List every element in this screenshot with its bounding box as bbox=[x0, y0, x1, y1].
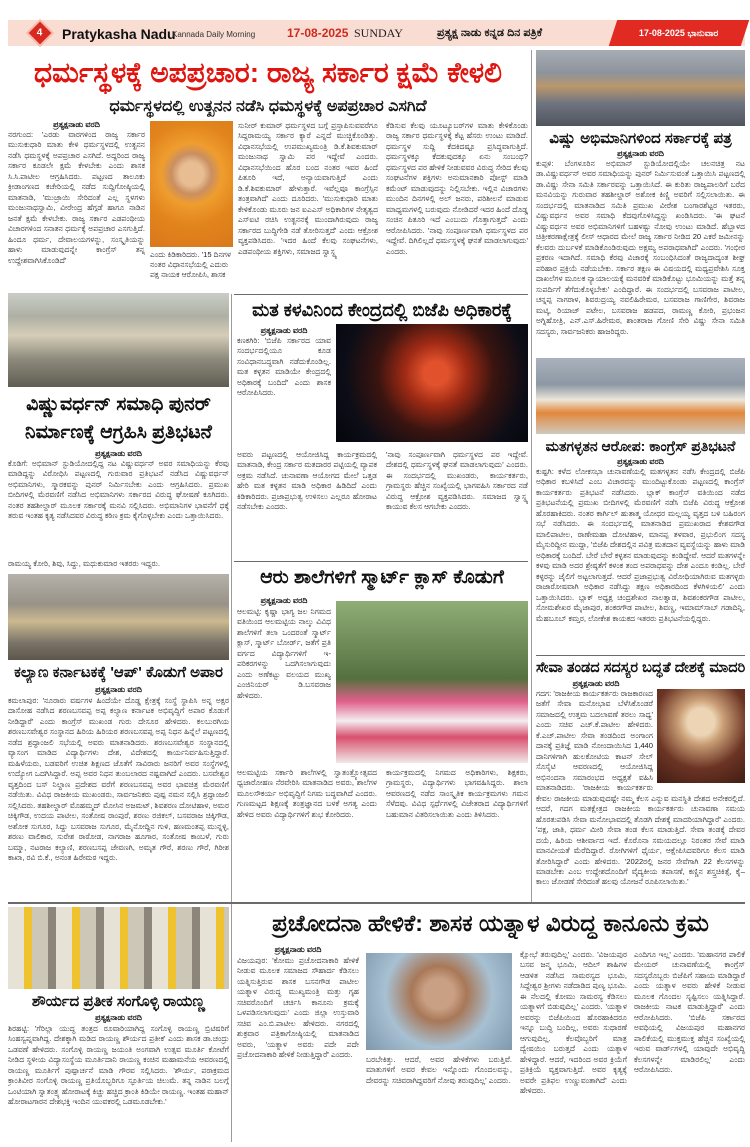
yatnal-body-col2: ಬರಬೇಕಿತ್ತು. ಆದರೆ, ಅವರ ಹೇಳಿಕೆಗಳು ಬರುತ್ತಿವೆ. ಮಾತುಗಳಿಗೆ ಅವರ ಕೇವಲ ಇನ್ನೊಂದು ಗೊಂದಲವನ್ನು, ದೇವರನ್ನು ಸಚಿವರಾಗಿದ್ದವರಿಗೆ ನೋವು ತರುವುದಿಲ್ಲ' ಎಂದರು. bbox=[366, 1055, 512, 1085]
bjp-body-left: ಕಣಕಗಿರಿ: 'ಬಿಜೆಪಿ ಸರ್ಕಾರದ ಯಾವ ಸಂದರ್ಭದಲ್ಲಿಯೂ ಕೂಡ ಸಂವಿಧಾನಬದ್ಧವಾಗಿ ನಡೆದುಕೊಂಡಿಲ್ಲ. ಮತ ಕಳ್ಳತನ ಮಾಡಿಯೇ ಕೇಂದ್ರದಲ್ಲಿ ಅಧಿಕಾರಕ್ಕೆ ಬಂದಿದೆ' ಎಂದು ಶಾಸಕ ಆರೋಪಿಸಿದರು. bbox=[237, 336, 331, 398]
lead-politician-portrait-photo bbox=[150, 121, 233, 247]
yatnal-body-col3: ಕ್ಷೋಭೆ ತರುವುದಿಲ್ಲ' ಎಂದರು. 'ವಿಜಯಪುರ ಬಸವ ಜನ್ಮ ಭೂಮಿ, ಆದಿಲ್ ಶಾಹಿಗಳ ಆಡಳಿತ ನಡೆಸಿದ ಸಾಮರಸ್ಯದ ಭೂಮಿ, ಸಿದ್ದೇಶ್ವರ ಶ್ರೀಗಳು ನಡೆದಾಡಿದ ಪುಣ್ಯ ಭೂಮಿ. ಈ ನೆಲದಲ್ಲಿ ಕೋಮು ಸಾಮರಸ್ಯ ಕೆಡಿಸಲು ಯತ್ನಾಳಗೆ ಬಿಡುವುದಿಲ್ಲ' ಎಂದರು. 'ಯತ್ನಾಳ ಅವರನ್ನು ಬಿಜೆಪಿಯಿಂದ ಹೊರಹಾಕಿದರೂ ಇನ್ನೂ ಬುದ್ಧಿ ಬಂದಿಲ್ಲ, ಅವರು ಸುಧಾರಣೆ ಆಗುವುದಿಲ್ಲ. ಕೆಲವೊಬ್ಬರಿಗೆ ಮಾತ್ರ ದ್ವೇಷಯಿಂ ಬರುತ್ತದೆ ಎಂದು ಯತ್ನಾಳ ಹೇಳಿದ್ದಾರೆ. ಆದರೆ, ಇದರಿಂದ ಅವರ ಕ್ರಿಯೆಗೆ ಪ್ರತಿಕ್ರಿಯೆ ವ್ಯಕ್ತವಾಗುತ್ತಿದೆ. ಅವರ ಕೃತ್ಯಕ್ಕೆ ಅವರೇ ಪ್ರತಿಫಲ ಉಣ್ಣುವಂತಾಗಿದೆ' ಎಂದು ಹೇಳಿದರು. bbox=[520, 950, 627, 1096]
date-ribbon bbox=[609, 20, 749, 46]
bjp-body-a: ಅವರು ಪಟ್ಟಣದಲ್ಲಿ ಆಯೋಜಿಸಿದ್ದ ಕಾರ್ಯಕ್ರಮದಲ್ಲಿ ಮಾತನಾಡಿ, ಕೇಂದ್ರ ಸರ್ಕಾರ ಮತದಾರರ ಪಟ್ಟಿಯಲ್ಲಿ ವ್ಯಾಪಕ ಅಕ್ರಮ ನಡೆಸಿದೆ. ಚುನಾವಣಾ ಆಯೋಗದ ಮೇಲೆ ಒತ್ತಡ ಹೇರಿ ಮತ ಕಳ್ಳತನ ಮಾಡಿ ಅಧಿಕಾರ ಹಿಡಿದಿದೆ ಎಂದು ಕಿಡಿಕಾರಿದರು. ಪ್ರಜಾಪ್ರಭುತ್ವ ಉಳಿಸಲು ಎಲ್ಲರೂ ಹೋರಾಟ ನಡೆಸಬೇಕು ಎಂದರು. bbox=[237, 450, 377, 512]
yatnal-minister-photo bbox=[366, 953, 512, 1050]
congress-body: ಕುಷ್ಟಗಿ: ಕಳೆದ ಲೋಕಸಭಾ ಚುನಾವಣೆಯಲ್ಲಿ ಮತಗಳ್ಳತನ ನಡೆಸಿ ಕೇಂದ್ರದಲ್ಲಿ ಬಿಜೆಪಿ ಅಧಿಕಾರ ಕಬಳಿಸಿದೆ ಎಂಬ ವಿಚಾರವನ್ನು ಮುಂದಿಟ್ಟುಕೊಂಡು ಪಟ್ಟಣದಲ್ಲಿ ಕಾಂಗ್ರೆಸ್ ಕಾರ್ಯಕರ್ತರು ಪ್ರತಿಭಟನೆ ನಡೆಸಿದರು. ಬ್ಲಾಕ್ ಕಾಂಗ್ರೆಸ್ ವತಿಯಿಂದ ನಡೆದ ಪ್ರತಿಭಟನೆಯಲ್ಲಿ ಪ್ರಮುಖ ಬೀದಿಗಳಲ್ಲಿ ಮೆರವಣಿಗೆ ನಡೆಸಿ ಬಿಜೆಪಿ ವಿರುದ್ಧ ಆಕ್ರೋಶ ಹೊರಹಾಕಿದರು. ನಂತರ ಕಾರ್ಗಿಲ್ ಹುತಾತ್ಮ ಯೋಧರ ಮಲ್ಲಯ್ಯ ವೃತ್ತದ ಬಳಿ ಬಹಿರಂಗ ಸಭೆ ನಡೆಸಿದರು. ಈ ಸಂದರ್ಭದಲ್ಲಿ ಮಾತನಾಡಿದ ಪ್ರಮುಖರಾದ ಕೇಶವಗೌಡ ಮಾಲಿಪಾಟೀಲ, ರಾಣೇಮಹಾ ದೋಟಿಹಾಳ, ಮಾನಪ್ಪ ತಳವಾರ, ಪ್ರಭುಲಿಂಗ ಸದಸ್ಯ ಮೈಸುರಿದ್ದೀನ ಮುದ್ದಾ, 'ಬಿಜೆಪಿ ದೇಶದಲ್ಲಿನ ಪವಿತ್ರ ಮತದಾನ ವ್ಯವಸ್ಥೆಯನ್ನು ಹಾಳು ಮಾಡಿ ಅಧಿಕಾರಕ್ಕೆ ಬಂದಿದೆ. ಬೇರೆ ಬೇರೆ ಕಳ್ಳತನ ಮಾಡುವುದನ್ನು ಕಂಡಿದ್ದೇವೆ. ಆದರೆ ಮತಗಳನ್ನೇ ಕಳವು ಮಾಡಿ ಅದರ ಶ್ರೇಷ್ಠತೆಗೆ ಕಳಂಕ ತಂದ ಅಪರಾಧವನ್ನು ದೇಶ ಎಂದೂ ಕಂಡಿಲ್ಲ. ಬೇರೆ ಕಳ್ಳರನ್ನು ಜೈಲಿಗೆ ಅಟ್ಟಲಾಗುತ್ತದೆ. ಆದರೆ ಪ್ರಜಾಪ್ರಭುತ್ವ ವಿರೋಧಿಯಾಗಿರುವ ಮತಗಳ್ಳರು ರಾಜಾರೋಷವಾಗಿ ಅಧಿಕಾರ ನಡೆಸಿದ್ದು ತಕ್ಷಣ ಅಧಿಕಾರದಿಂದ ಕೆಳಗಿಳಿಯಲಿ' ಎಂದು ಒತ್ತಾಯಿಸಿದರು. ಬ್ಲಾಕ್ ಅಧ್ಯಕ್ಷ ಚಂದ್ರಶೇಖರ ನಾಲತ್ವಾಡ, ಶಿವಶಂಕರಗೌಡ ಪಾಟೀಲ, ಸೋಮಶೇಖರ ಮೈಜಾಪುರ, ಶಂಕರಗೌಡ ಪಾಟೀಲ, ಶಿವಣ್ಣ, ಇಮಾಮ್‌ಸಾಬ್ ಗಡಾದಿನ್ನಿ, ಮೆಹಬೂಬ್ ಕಮ್ತರ, ಲೋಕೇಶ ಕಾಯಕದ ಇತರರು ಪ್ರತಿಭಟನೆಯಲ್ಲಿದ್ದರು. bbox=[536, 467, 745, 623]
header-date: 17-08-2025 bbox=[287, 26, 349, 40]
letter-headline: ವಿಷ್ಣು ಅಭಿಮಾನಿಗಳಿಂದ ಸರ್ಕಾರಕ್ಕೆ ಪತ್ರ bbox=[549, 130, 732, 147]
section-rule-mid2 bbox=[234, 561, 528, 562]
vishnu-protest-photo bbox=[8, 293, 229, 387]
column-rule-left bbox=[231, 294, 232, 1142]
letter-byline: ಪ್ರತ್ಯಕ್ಷನಾಡು ವರದಿ bbox=[617, 149, 664, 158]
smart-flag-hoisting-photo bbox=[336, 601, 528, 763]
smart-body-b: ಕಾರ್ಯಕ್ರಮದಲ್ಲಿ ನಿಗಮದ ಅಧಿಕಾರಿಗಳು, ಶಿಕ್ಷಕರು, ಗ್ರಾಮಸ್ಥರು, ವಿದ್ಯಾರ್ಥಿಗಳು ಭಾಗವಹಿಸಿದ್ದರು. ಶಾಲಾ ಆವರಣದಲ್ಲಿ ನಡೆದ ಸಾಂಸ್ಕೃತಿಕ ಕಾರ್ಯಕ್ರಮಗಳು ಗಮನ ಸೆಳೆದವು. ವಿವಿಧ ಸ್ಪರ್ಧೆಗಳಲ್ಲಿ ವಿಜೇತರಾದ ವಿದ್ಯಾರ್ಥಿಗಳಿಗೆ ಬಹುಮಾನ ವಿತರಿಸಲಾಯಿತು ಎಂದು ತಿಳಿಸಿದರು. bbox=[386, 768, 528, 819]
bjp-body-b: 'ನಾವು ಸಂಪೂರ್ಣವಾಗಿ ಧರ್ಮಸ್ಥಳದ ಪರ ಇದ್ದೇವೆ. ದೇಶದಲ್ಲಿ ಧರ್ಮಸ್ಥಳಕ್ಕೆ ಘನತೆ ಮಾಡಲಾಗುವುದು' ಎಂದರು. ಈ ಸಂದರ್ಭದಲ್ಲಿ ಮುಖಂಡರು, ಕಾರ್ಯಕರ್ತರು, ಗ್ರಾಮಸ್ಥರು ಹೆಚ್ಚಿನ ಸಂಖ್ಯೆಯಲ್ಲಿ ಭಾಗವಹಿಸಿ ಸರ್ಕಾರದ ನಡೆ ವಿರುದ್ಧ ಆಕ್ರೋಶ ವ್ಯಕ್ತಪಡಿಸಿದರು. ಸಮಾಜದ ಸ್ವಾಸ್ಥ್ಯ ಕಾಯುವ ಕೆಲಸ ಆಗಬೇಕು ಎಂದರು. bbox=[386, 450, 528, 512]
lead-body-col3: ಸುನೀರ್ ಕುಮಾರ್ ಧರ್ಮಸ್ಥಳದ ಬಗ್ಗೆ ಪ್ರಸ್ತಾಪಿಸುವವರೆಗೂ ಸಿದ್ದರಾಮಯ್ಯ ಸರ್ಕಾರ ಕ್ಯಾರೆ ಎನ್ನದೆ ಮುಚ್ಚಿಕೊಂಡಿತ್ತು. ವಿಧಾನಸಭೆಯಲ್ಲಿ ಉಪಮುಖ್ಯಮಂತ್ರಿ ಡಿ.ಕೆ.ಶಿವಕುಮಾರ್ ಮಂಜುನಾಥ ಸ್ವಾಮಿ ಪರ ಇದ್ದೇವೆ ಎಂದರು. ವಿಧಾನಸಭೆಯಿಂದ ಹೊರ ಬಂದ ನಂತರ ಇವರ ಹಿಂದೆ ಪಿತೂರಿ ಇದೆ, ಅನ್ಯಾಯವಾಗುತ್ತಿದೆ ಎಂದು ಡಿ.ಕೆ.ಶಿವಕುಮಾರ್ ಹೇಳುತ್ತಾರೆ. ಇವೆಲ್ಲವೂ ಕಾಂಗ್ರೆಸ್ಸಿನ ತಂತ್ರವಾಗಿದೆ' ಎಂದು ದೂರಿದರು. 'ಮುಸುಕುಧಾರಿ ಮಾತು ಕೇಳಿಕೊಂಡು ಮೂರು ಜನ ಐಎಎಸ್ ಅಧಿಕಾರಿಗಳ ನೇತೃತ್ವದ ಎಸ್ಐಟಿ ರಚಿಸಿ ಉತ್ಖನನಕ್ಕೆ ಮುಂದಾಗಿರುವುದು ರಾಜ್ಯ ಸರ್ಕಾರದ ಬುದ್ಧಿಗೇಡಿ ನಡೆ ತೋರಿಸುತ್ತದೆ' ಎಂದು ಆಕ್ರೋಶ ವ್ಯಕ್ತಪಡಿಸಿದರು. 'ಇದರ ಹಿಂದೆ ಕೆಲವು ಸಂಘಟನೆಗಳು, ಎಡಪಂಥೀಯ ಶಕ್ತಿಗಳು, ಸಮಾಜದ ಸ್ವಾಸ್ಥ್ಯ bbox=[238, 121, 378, 256]
letter-body: ಕುಪ್ಪಳಿ: ಬೆಂಗಳೂರಿನ ಅಭಿಮಾನ್ ಸ್ಟುಡಿಯೋದಲ್ಲಿಯೇ ಚಲನಚಿತ್ರ ನಟ ಡಾ.ವಿಷ್ಣುವರ್ಧನ್ ಅವರ ಸಮಾಧಿಯನ್ನು ಪುನರ್ ನಿರ್ಮಿಸುವಂತೆ ಒತ್ತಾಯಿಸಿ ಪಟ್ಟಣದಲ್ಲಿ ಡಾ.ವಿಷ್ಣು ಸೇನಾ ಸಮಿತಿ ಸರ್ಕಾರವನ್ನು ಒತ್ತಾಯಿಸಿದೆ. ಈ ಕುರಿತು ರಾಜ್ಯಪಾಲರಿಗೆ ಬರೆದ ಮನವಿಯನ್ನು ಗುರುವಾರ ತಹಶೀಲ್ದಾರ್ ಅಶೋಕ ಕಿಣ್ಣಿ ಅವರಿಗೆ ಸಲ್ಲಿಸಲಾಯಿತು. ಈ ಸಂದರ್ಭದಲ್ಲಿ ಮಾತನಾಡಿದ ಸಮಿತಿ ಪ್ರಮುಖ ವೀರೇಶ ಬಂಗಾರಶೆಟ್ಟರ ಇತರರು, ವಿಷ್ಣುವರ್ಧನ ಅವರ ಸಮಾಧಿ ಕೆದವುಗೊಳಿಸಿದ್ದನ್ನು ಖಂಡಿಸಿದರು. 'ಈ ಘಟನೆ ವಿಷ್ಣುವರ್ಧನ ಅವರ ಅಭಿಮಾನಿಗಳಿಗೆ ಬಹಳಷ್ಟು ನೋವು ಉಂಟು ಮಾಡಿದೆ. ಹೆಬ್ಬಾಳದ ಚಿತ್ರೀಕರಣಾಕ್ಷೇತ್ರಕ್ಕೆ ಲೀಸ್ ಆಧಾರದ ಮೇಲೆ ರಾಜ್ಯ ಸರ್ಕಾರ ನೀಡಿದ 20 ಎಕರೆ ಜಮೀನನ್ನು ಕೆಲವರು ದುರ್ಬಳಕೆ ಮಾಡಿಕೊಂಡಿರುವುದು ಅಕ್ಷಮ್ಯ ಅಪರಾಧವಾಗಿದೆ' ಎಂದರು. 'ಗಂಭೀರ ಪ್ರಕರಣ ಇದಾಗಿದೆ. ಸಮಾಧಿ ಕೆರವು ವಿಚಾರಕ್ಕೆ ಸಂಬಂಧಿಸಿದಂತೆ ರಾಜ್ಯದಾದ್ಯಂತ ಶೀಘ್ರ ಪರಿಹಾರ ಪ್ರಕ್ರಿಯೆ ನಡೆಯಬೇಕು. ಸರ್ಕಾರ ತಕ್ಷಣ ಈ ವಿಷಯದಲ್ಲಿ ಮಧ್ಯಪ್ರವೇಶಿಸಿ ಸೂಕ್ತ ದಾಖಲೆಗಳ ಮೂಲಕ ನ್ಯಾಯಾಲಯಕ್ಕೆ ಮನವರಿಕೆ ಮಾಡಿಕೊಟ್ಟು ಭೂಮಿಯನ್ನು ಮತ್ತೆ ತನ್ನ ಸುಪರ್ದಿಗೆ ತೆಗೆದುಕೊಳ್ಳಬೇಕು' ಎಂದಿದ್ದಾರೆ. ಈ ಸಂದರ್ಭದಲ್ಲಿ ಬಸವರಾಜ ಪಾಟೀಲ, ಚನ್ನಪ್ಪ ನಾಗರಾಳ, ಶಿವರುದ್ರಯ್ಯ ನವಲಿಹಿರೇಮಠ, ಬಸವರಾಜ ಗಾಣಿಗೇರ, ಶಿವರಾಜ ಮಟ್ಕಿ, ರಿಯಾಜ್ ಪಟೇಲ, ಬಸವರಾಜ ಹಡಪದ, ರಾಮಣ್ಣ ಕೋರಿ, ಪ್ರಭಂಜನ ಅಗ್ನಿಹೋತ್ರಿ, ಎನ್.ಎಸ್.ಹಿರೇಮಠ, ಶಾಂತರಾಜ ಗೋಣಿ ಸೇರಿ ವಿಷ್ಣು ಸೇನಾ ಸಮಿತಿ ಸದಸ್ಯರು, ಸಾರ್ವಜನಿಕರು ಹಾಜರಿದ್ದರು. bbox=[536, 159, 745, 336]
bjp-temple-night-photo bbox=[336, 324, 528, 442]
kalyana-byline: ಪ್ರತ್ಯಕ್ಷನಾಡು ವರದಿ bbox=[95, 685, 142, 694]
congress-headline: ಮತಗಳ್ಳತನ ಆರೋಪ: ಕಾಂಗ್ರೆಸ್ ಪ್ರತಿಭಟನೆ bbox=[545, 438, 736, 454]
lead-body-col4: ಕೆಡಿಸುವ ಕೆಲವು ಯೂಟ್ಯೂಬರ್‌ಗಳ ಮಾತು ಕೇಳಿಕೊಂಡು ರಾಜ್ಯ ಸರ್ಕಾರ ಧರ್ಮಸ್ಥಳಕ್ಕೆ ಕೆಟ್ಟ ಹೆಸರು ಉಂಟು ಮಾಡಿದೆ. ಧರ್ಮಸ್ಥಳ ಸುದ್ದಿ ಕೆದಕಿದಷ್ಟೂ ಪ್ರಸಿದ್ಧವಾಗುತ್ತಿದೆ. ಧರ್ಮಸ್ಥಳಕ್ಕೂ ಕೆದಕುವುದಕ್ಕೂ ಏನು ಸಂಬಂಧ? ಧರ್ಮಸ್ಥಳದ ಪರ ಹೇಳಿಕೆ ನೀಡುವವರ ವಿರುದ್ಧ ಸೇರಿದ ಕೆಲವು ಸಂಘಟನೆಗಳ ಶಕ್ತಿಗಳು ಅನುಮಾನಕಾರಿ ಪೋಸ್ಟ್ ಮಾಡಿ ಕಮೆಂಟ್ ಮಾಡುವುದನ್ನು ನಿಲ್ಲಿಸಬೇಕು. ಇಲ್ಲಿನ ವಿಚಾರಗಳು ಮುಂದಿನ ದಿನಗಳಲ್ಲಿ ಅಲ್ ಜನರು, ಪರಿಶೀಲನೆ ಮಾಡುವ ಮಾಧ್ಯಮಗಳಲ್ಲಿ ಬರುವುದು ನೋಡಿದರೆ ಇದರ ಹಿಂದೆ ದೊಡ್ಡ ಸಂಚಿನ ಪಿತೂರಿ ಇದೆ ಎಂಬುದು ಗೊತ್ತಾಗುತ್ತದೆ' ಎಂದು ಆರೋಪಿಸಿದರು. 'ನಾವು ಸಂಪೂರ್ಣವಾಗಿ ಧರ್ಮಸ್ಥಳದ ಪರ ಇದ್ದೇವೆ. ದಿಗಿಲಿಲ್ಲದೆ ಧರ್ಮಸ್ಥಳಕ್ಕೆ ಘನತೆ ಮಾಡಲಾಗುವುದು' ಎಂದರು. bbox=[386, 121, 528, 256]
section-rule-seva bbox=[536, 655, 745, 656]
vishnu-headline: ವಿಷ್ಣುವರ್ಧನ್ ಸಮಾಧಿ ಪುನರ್ ನಿರ್ಮಾಣಕ್ಕೆ ಆಗ್ರಹಿಸಿ ಪ್ರತಿಭಟನೆ bbox=[25, 394, 212, 443]
kalyana-headline: ಕಲ್ಯಾಣ ಕರ್ನಾಟಕಕ್ಕೆ 'ಆಪ್' ಕೊಡುಗೆ ಅಪಾರ bbox=[14, 664, 223, 681]
lead-body-col1: ನರಗುಂದ: 'ಎರಡು ವಾರಗಳಿಂದ ರಾಜ್ಯ ಸರ್ಕಾರ ಮುಸುಕುಧಾರಿ ಮಾತು ಕೇಳಿ ಧರ್ಮಸ್ಥಳದಲ್ಲಿ ಉತ್ಖನನ ನಡೆಸಿ ಧಮಸ್ಥಳಕ್ಕೆ ಅಪಪ್ರಚಾರ ಎಸಗಿದೆ. ಅದ್ದರಿಂದ ರಾಜ್ಯ ಸರ್ಕಾರ ಕೂಡಲೇ ಕ್ಷಮೆ ಕೇಳಬೇಕು ಎಂದು ಶಾಸಕ ಸಿ.ಸಿ.ಪಾಟೀಲ ಆಗ್ರಹಿಸಿದರು. ಪಟ್ಟಣದ ತಾಲೂಕು ಕ್ರೀಡಾಂಗಣದ ಕಚೇರಿಯಲ್ಲಿ ನಡೆದ ಸುದ್ದಿಗೋಷ್ಠಿಯಲ್ಲಿ ಮಾತನಾಡಿ, 'ಮುಜ್ರಾಯಿ ಸೇರಿದಂತೆ ಎಲ್ಲ ಸ್ಥಳಗಳು ಮಂಜುನಾಥಸ್ವಾಮಿ, ವೀರೇಂದ್ರ ಹೆಗ್ಗಡೆ ಹಾಗೂ ನಾಡಿನ ಜನತೆ ಕ್ಷಮೆ ಕೇಳಬೇಕು. ರಾಜ್ಯ ಸರ್ಕಾರ ಎಡಪಂಥೀಯ ವಿಚಾರಗಳಿಂದ ಸನಾತನ ಧರ್ಮಕ್ಕೆ ಅಪಪ್ರಚಾರ ಎಸಗುತ್ತಿದೆ. ಹಿಂದೂ ಧರ್ಮ, ದೇವಾಲಯಗಳನ್ನು, ಸಂಸ್ಕೃತಿಯನ್ನು ಹಾಳು ಮಾಡುವುದನ್ನೇ ಕಾಂಗ್ರೆಸ್ ತನ್ನ ಉದ್ದೇಶವಾಗಿಸಿಕೊಂಡಿದೆ' bbox=[8, 130, 145, 265]
rayanna-crowd-photo bbox=[8, 907, 229, 989]
bjp-headline: ಮತ ಕಳವಿನಿಂದ ಕೇಂದ್ರದಲ್ಲಿ ಬಿಜೆಪಿ ಅಧಿಕಾರಕ್ಕೆ bbox=[252, 300, 512, 320]
yatnal-body-col4: ಎಂದಿಗೂ ಇಲ್ಲ' ಎಂದರು. 'ಮಹಾನಗರ ಪಾಲಿಕೆ ಮೇಯರ್ ಚುನಾವಣೆಯಲ್ಲಿ ಕಾಂಗ್ರೆಸ್ ಸದಸ್ಯರೊಬ್ಬರು ಬಿಜೆಪಿಗೆ ಸಹಾಯ ಮಾಡಿದ್ದಾರೆ ಎಂದು ಯತ್ನಾಳ ಅವರು ಹೇಳಿಕೆ ನೀಡುವ ಮೂಲಕ ಗೊಂದಲ ಸೃಷ್ಟಿಸಲು ಯತ್ನಿಸಿದ್ದಾರೆ. ರಾಜಕೀಯ ನಾಟಕ ಮಾಡುತ್ತಿದ್ದಾರೆ' ಎಂದು ಆರೋಪಿಸಿದರು. 'ಬಿಜೆಪಿ ಸರ್ಕಾರದ ಅವಧಿಯಲ್ಲಿ ವಿಜಯಪುರ ಮಹಾನಗರ ಪಾಲಿಕೆಯಲ್ಲಿ ಮುಕ್ತಮುಕ್ತ ಹೆಚ್ಚಿನ ಸಂಖ್ಯೆಯಲ್ಲಿ ಇರುವ ವಾರ್ಡ್‌ಗಳಲ್ಲಿ ಯಾವುದೇ ಅಭಿವೃದ್ಧಿ ಕೆಲಸಗಳನ್ನೇ ಮಾಡಿರಲಿಲ್ಲ' ಎಂದು ಆರೋಪಿಸಿದರು. bbox=[634, 950, 745, 1075]
yatnal-headline: ಪ್ರಚೋದನಾ ಹೇಳಿಕೆ: ಶಾಸಕ ಯತ್ನಾಳ ವಿರುದ್ಧ ಕಾನೂನು ಕ್ರಮ bbox=[272, 910, 709, 936]
masthead: Pratykasha Nadu bbox=[62, 26, 176, 42]
date-ribbon-text: 17-08-2025 ಭಾನುವಾರ bbox=[639, 27, 719, 38]
smart-byline: ಪ್ರತ್ಯಕ್ಷನಾಡು ವರದಿ bbox=[260, 596, 308, 605]
bjp-byline: ಪ್ರತ್ಯಕ್ಷನಾಡು ವರದಿ bbox=[260, 326, 308, 335]
congress-byline: ಪ್ರತ್ಯಕ್ಷನಾಡು ವರದಿ bbox=[617, 457, 664, 466]
yatnal-body-col1: ವಿಜಯಪುರ: 'ಕೋಮು ಪ್ರಚೋದನಾಕಾರಿ ಹೇಳಿಕೆ ನೀಡುವ ಮೂಲಕ ಸಮಾಜದ ಸೌಹಾರ್ದ ಕೆಡಿಸಲು ಯತ್ನಿಸುತ್ತಿರುವ ಶಾಸಕ ಬಸನಗೌಡ ಪಾಟೀಲ ಯತ್ನಾಳ ವಿರುದ್ಧ ಮುಖ್ಯಮಂತ್ರಿ ಮತ್ತು ಗೃಹ ಸಚಿವರೊಂದಿಗೆ ಚರ್ಚಿಸಿ ಕಾನೂನು ಕ್ರಮಕ್ಕೆ ಒಳಪಡಿಸಲಾಗುವುದು' ಎಂದು ಜಿಲ್ಲಾ ಉಸ್ತುವಾರಿ ಸಚಿವ ಎಂ.ಬಿ.ಪಾಟೀಲ ಹೇಳಿದರು. ನಗರದಲ್ಲಿ ಶುಕ್ರವಾರ ಪತ್ರಿಕಾಗೋಷ್ಠಿಯಲ್ಲಿ ಮಾತನಾಡಿದ ಅವರು, 'ಯತ್ನಾಳ ಅವರು ಪದೇ ಪದೇ ಪ್ರಚೋದನಾಕಾರಿ ಹೇಳಿಕೆ ನೀಡುತ್ತಿದ್ದಾರೆ' ಎಂದರು. bbox=[237, 956, 359, 1060]
section-rule-mid1 bbox=[234, 294, 528, 295]
kannada-masthead: ಪ್ರತ್ಯಕ್ಷ ನಾಡು ಕನ್ನಡ ದಿನ ಪತ್ರಿಕೆ bbox=[437, 27, 543, 39]
rayanna-headline: ಶೌರ್ಯದ ಪ್ರತೀಕ ಸಂಗೊಳ್ಳಿ ರಾಯಣ್ಣ bbox=[31, 993, 206, 1010]
seva-body: ಗದಗ: 'ರಾಜಕೀಯ ಕಾರ್ಯಕರ್ತರು ರಾಜಕಾರಣದ ಜತೆಗೆ ಸೇವಾ ಮನೋಭಾವ ಬೆಳೆಸಿಕೊಂಡರೆ ಸಮಾಜದಲ್ಲಿ ಉತ್ತಮ ಬದಲಾವಣೆ ತರಲು ಸಾಧ್ಯ' ಎಂದು ಸಚಿವ ಎಚ್.ಕೆ.ಪಾಟೀಲ ಹೇಳಿದರು. ಕೆ.ಎಚ್.ಪಾಟೀಲ ಸೇವಾ ತಂಡದಿಂದ ಅಂಗಾಂಗ ದಾನಕ್ಕೆ ಪ್ರತಿಜ್ಞೆ ಮಾಡಿ ನೋಂದಾಯಿಸಿದ 1,440 ದಾನಿಗಳಿಗಾಗಿ ಹುಲಕೋಟಿಯ ಕಾಟನ್ ಸೇಲ್ ಸೊಸೈಟಿ ಆವರಣದಲ್ಲಿ ಆಯೋಜಿಸಿದ್ದ ಅಭಿನಂದನಾ ಸಮಾರಂಭದ ಅಧ್ಯಕ್ಷತೆ ವಹಿಸಿ ಮಾತನಾಡಿದರು. 'ರಾಜಕೀಯ ಕಾರ್ಯಕರ್ತರು ಕೇವಲ ರಾಜಕೀಯ ಮಾಡುವುದಷ್ಟೇ ನಮ್ಮ ಕೆಲಸ ಎನ್ನುವ ಮನಸ್ಥಿತಿ ದೇಶದ ಅನೇಕರಲ್ಲಿದೆ. ಆದರೆ, ಗದಗ ಮತಕ್ಷೇತ್ರದ ರಾಜಕೀಯ ಕಾರ್ಯಕರ್ತರು ಚುನಾವಣಾ ಸಮಯ ಹೊರತುಪಡಿಸಿ ಸೇವಾ ಮನೋಭಾವದಲ್ಲಿ ತೊಡಗಿ ದೇಶಕ್ಕೆ ಮಾದರಿಯಾಗಿದ್ದಾರೆ' ಎಂದರು. 'ಪಕ್ಷ, ಜಾತಿ, ಧರ್ಮ ಮೀರಿ ಸೇವಾ ತಂಡ ಕೆಲಸ ಮಾಡುತ್ತಿದೆ. ಸೇವಾ ತಂಡಕ್ಕೆ ದೇವರ ದಯೆ, ಹಿರಿಯ ಆಶೀರ್ವಾದ ಇದೆ. ಕೊರೊನಾ ಸಮಯದಲ್ಲೂ ನಿರಂತರ ಸೇವೆ ಮಾಡಿ ಮಾನವೀಯತೆ ಮೆರೆದಿದ್ದಾರೆ. ರೋಗಿಗಳಿಗೆ ಧೈರ್ಯ, ಆಕ್ಷೇಪಿಸಿದವರಿಗೂ ಕೆಲಸ ಮಾಡಿ ತೋರಿಸಿದ್ದಾರೆ' ಎಂದು ಹೇಳಿದರು. '2022ರಲ್ಲಿ ಜನರ ಸೇವೆಗಾಗಿ 22 ಕೆಲಸಗಳನ್ನು ಮಾಡಬೇಕು ಎಂಬ ಉದ್ದೇಶದೊಂದಿಗೆ ವೈದ್ಯಕೀಯ ತಪಾಸಣೆ, ಕಣ್ಣಿನ ಶಸ್ತ್ರಚಿಕಿತ್ಸೆ, ಕೈ–ಕಾಲು ಜೋಡಣೆ ಸೇರಿದಂತೆ ಹಲವು ಯೋಜನೆ ರೂಪಿಸಲಾಯಿತು.' bbox=[536, 689, 745, 887]
header-day: SUNDAY bbox=[354, 26, 403, 40]
smart-headline: ಆರು ಶಾಲೆಗಳಿಗೆ ಸ್ಮಾರ್ಟ್ ಕ್ಲಾಸ್ ಕೊಡುಗೆ bbox=[260, 567, 504, 588]
rayanna-byline: ಪ್ರತ್ಯಕ್ಷನಾಡು ವರದಿ bbox=[95, 1013, 142, 1022]
smart-body-left: ಆಲಮಟ್ಟಿ: ಕೃಷ್ಣಾ ಭಾಗ್ಯ ಜಲ ನಿಗಮದ ವತಿಯಿಂದ ಆಲಮಟ್ಟಿಯ ನಾಲ್ಕು ವಿವಿಧ ಶಾಲೆಗಳಿಗೆ ತಲಾ ಒಂದರಂತೆ ಸ್ಮಾರ್ಟ್ ಕ್ಲಾಸ್, ಸ್ಮಾರ್ಟ್ ಬೋರ್ಡ್, ಜತೆಗೆ ಪ್ರತಿ ವರ್ಗದ ವಿದ್ಯಾರ್ಥಿಗಳಿಗೆ ಇ- ಪರಿಕರಗಳನ್ನು ಒದಗಿಸಲಾಗುವುದು ಎಂದು ಅಣೆಕಟ್ಟು ವಲಯದ ಮುಖ್ಯ ಎಂಜಿನಿಯರ್ ಡಿ.ಬಸವರಾಜ ಹೇಳಿದರು. bbox=[237, 607, 331, 700]
seva-body-wrap bbox=[536, 689, 745, 897]
vishnu-body: ಕೊಡಿಗೆ: ಅಭಿಮಾನ್ ಸ್ಟುಡಿಯೋದಲ್ಲಿದ್ದ ನಟ ವಿಷ್ಣುವರ್ಧನ್ ಅವರ ಸಮಾಧಿಯನ್ನು ಕೆರವು ಮಾಡಿದ್ದನ್ನು ವಿರೋಧಿಸಿ ಪಟ್ಟಣದಲ್ಲಿ ಗುರುವಾರ ಪ್ರತಿಭಟನೆ ನಡೆಸಿದ ವಿಷ್ಣುವರ್ಧನ್ ಅಭಿಮಾನಿಗಳು, ಸ್ಮಾರಕವನ್ನು ಪುನರ್ ನಿರ್ಮಿಸಬೇಕು ಎಂದು ಆಗ್ರಹಿಸಿದರು. ಪ್ರಮುಖ ಬೀದಿಗಳಲ್ಲಿ ಮೆರವಣಿಗೆ ನಡೆಸಿದ ಅಭಿಮಾನಿಗಳು ಸರ್ಕಾರದ ವಿರುದ್ಧ ಘೋಷಣೆ ಕೂಗಿದರು. ನಂತರ ತಹಶೀಲ್ದಾರ್ ಮೂಲಕ ಸರ್ಕಾರಕ್ಕೆ ಮನವಿ ಸಲ್ಲಿಸಿದರು. ಅಭಿಮಾನಿಗಳ ಭಾವನೆಗೆ ಧಕ್ಕೆ ತರುವ ಇಂತಹ ಕೃತ್ಯ ನಡೆಸಿದವರ ವಿರುದ್ಧ ಕಠಿಣ ಕ್ರಮ ಕೈಗೊಳ್ಳಬೇಕು ಎಂದು ಒತ್ತಾಯಿಸಿದರು. bbox=[8, 459, 229, 521]
seva-byline: ಪ್ರತ್ಯಕ್ಷನಾಡು ವರದಿ bbox=[572, 679, 620, 688]
lead-headline: ಧರ್ಮಸ್ಥಳಕ್ಕೆ ಅಪಪ್ರಚಾರ: ರಾಜ್ಯ ಸರ್ಕಾರ ಕ್ಷಮೆ ಕೇಳಲಿ bbox=[34, 57, 502, 88]
letter-handover-photo bbox=[536, 50, 745, 126]
smart-body-a: ಆಲಮಟ್ಟಿಯ ಸರ್ಕಾರಿ ಶಾಲೆಗಳಲ್ಲಿ ಸ್ವಾತಂತ್ರ್ಯೋತ್ಸವದ ಧ್ವಜಾರೋಹಣ ನೆರವೇರಿಸಿ ಮಾತನಾಡಿದ ಅವರು, ಶಾಲೆಗಳ ಮೂಲಸೌಕರ್ಯ ಅಭಿವೃದ್ಧಿಗೆ ನಿಗಮ ಬದ್ಧವಾಗಿದೆ ಎಂದರು. ಗುಣಮಟ್ಟದ ಶಿಕ್ಷಣಕ್ಕೆ ತಂತ್ರಜ್ಞಾನದ ಬಳಕೆ ಅಗತ್ಯ ಎಂದು ಹೇಳಿದ ಅವರು ವಿದ್ಯಾರ್ಥಿಗಳಿಗೆ ಶುಭ ಕೋರಿದರು. bbox=[237, 768, 377, 819]
vishnu-byline: ಪ್ರತ್ಯಕ್ಷನಾಡು ವರದಿ bbox=[95, 449, 142, 458]
congress-protest-photo bbox=[536, 358, 745, 434]
lead-byline: ಪ್ರತ್ಯಕ್ಷನಾಡು ವರದಿ bbox=[53, 120, 100, 129]
section-rule-bottom bbox=[8, 902, 745, 904]
lead-photo-note: ಎಂದು ಕಿಡಿಕಾರಿದರು. '15 ದಿನಗಳ ನಂತರ ವಿಧಾನಸಭೆಯಲ್ಲಿ ಎದುರು ಪಕ್ಷ ನಾಯಕ ಆರೋಪಿಸಿ, ಶಾಸಕ bbox=[150, 250, 232, 279]
seva-minister-portrait-photo bbox=[657, 689, 745, 783]
kalyana-body: ಕಮಲಾಪುರ: 'ನೂರಾರು ವರ್ಷಗಳ ಹಿಂದೆಯೇ ದೊಡ್ಡ ಕ್ಷೇತ್ರಕ್ಕೆ ಸಂಸ್ಥೆ ಸ್ಥಾಪಿಸಿ ಅನ್ನ ಅಕ್ಷರ ದಾಸೋಹ ನಡೆಸಿದ ಶರಣಬಸವಪ್ಪ ಅಪ್ಪ ಕಲ್ಯಾಣ ಕರ್ನಾಟಕ ಅಭಿವೃದ್ಧಿಗೆ ಅಪಾರ ಕೊಡುಗೆ ನೀಡಿದ್ದಾರೆ' ಎಂದು ಕಾಂಗ್ರೆಸ್ ಮುಖಂಡ ಗುರು ದೇಸೂರ ಹೇಳಿದರು. ಕಲಬುರಗಿಯ ಶರಣಬಸವೇಶ್ವರ ಸಂಸ್ಥಾನದ ಹಿರಿಯ ಹಿರಿಯರ ಶರಣಬಸವಪ್ಪ ಅಪ್ಪ ನಿಧನ ಹಿನ್ನೆಲೆ ಪಟ್ಟಣದಲ್ಲಿ ನಡೆದ ಶ್ರದ್ಧಾಂಜಲಿ ಸಭೆಯಲ್ಲಿ ಅವರು ಮಾತನಾಡಿದರು. ಶರಣಬಸವೇಶ್ವರ ಸಂಸ್ಥಾನದಲ್ಲಿ ವ್ಯಾಸಂಗ ಮಾಡಿದ ವಿದ್ಯಾರ್ಥಿಗಳು ದೇಶ, ವಿದೇಶದಲ್ಲಿ ಕಾರ್ಯನಿರ್ವಹಿಸುತ್ತಿದ್ದಾರೆ. ಮಹಿಳೆಯರು, ಬಡವರಿಗೆ ಉಚಿತ ಶಿಕ್ಷಣದ ಜೊತೆಗೆ ಸಾವಿರಾರು ಜನರಿಗೆ ಅವರ ಸಂಸ್ಥೆಗಳಲ್ಲಿ ಉದ್ಯೋಗ ಒದಗಿಸಿದ್ದಾರೆ. ಅಪ್ಪ ಅವರ ನಿಧನ ತುಂಬಲಾರದ ನಷ್ಟವಾಗಿದೆ ಎಂದರು. ಬಸವೇಶ್ವರ ವೃತ್ತದಿಂದ ಬಸ್ ನಿಲ್ದಾಣ ಪ್ರದೇಶದ ವರೆಗೆ ಶರಣಬಸವಪ್ಪ ಅವರ ಭಾವಚಿತ್ರ ಮೆರವಣಿಗೆ ನಡೆಯಿತು. ವಿವಿಧ ರಾಜಕೀಯ ಮುಖಂಡರು, ಸಾರ್ವಜನಿಕರು ಪುಷ್ಪ ನಮನ ಸಲ್ಲಿಸಿ ಶ್ರದ್ಧಾಂಜಲಿ ಸಲ್ಲಿಸಿದರು. ತಹಶೀಲ್ದಾರ್ ಮೊಹಮ್ಮದ್ ಮೋಸಿನ ಅಜಮಟ್, ಶಿವಶರಣ ದೋಟಿಹಾಳ, ಅಮರ ಚಿಕ್ಕಿಗೌಡ, ಉದಯ ಪಾಟೀಲ, ಸಂತೋಷ ರಾಂಪುರೆ, ಶರಣು ರಜಿಕಲ್, ಬಸವರಾಜ ಚಿಕ್ಕಿಗೌಡ, ಅಶೋಕ ಸುಗೂರ, ಸಿದ್ದು ಬಸವರಾಜ ಸುಗೂರ, ಮೈನೋದ್ದಿನ ಗುಳಿ, ಹಣಮಂತಪ್ಪ ಮುನ್ನಳ್ಳಿ, ಶರಣು ವಾಲಿಕಾರ, ಸುರೇಶ ರಾಠೋಡ, ನಾಗರಾಜ ಹೂಗಾರ, ಸಂತೋಷ ಕಾಂಬಳೆ, ಗುರು ಬಮ್ಮಾ, ನಟರಾಜ ಕಲ್ಯಾಣಿ, ಶರಣಬಸಪ್ಪ ಜೇವಣಗಿ, ಅಮೃತ ಗೌರೆ, ಶರಣು ಗೌರೆ, ಗಿರೀಶ ಕಾಖಾ, ರವಿ ಬಿ.ಕೆ., ಅನಂತ ಹಿರೇಮಠ ಇದ್ದರು. bbox=[8, 696, 229, 863]
column-rule-right bbox=[531, 50, 532, 902]
masthead-tagline: Kannada Daily Morning bbox=[172, 30, 256, 39]
kalyana-crowd-photo bbox=[8, 574, 229, 660]
page-number: 4 bbox=[37, 27, 43, 39]
rayanna-body: ಶಿರಹಟ್ಟಿ: 'ಗೆರಿಲ್ಲಾ ಯುದ್ಧ ತಂತ್ರದ ರೂವಾರಿಯಾಗಿದ್ದ ಸಂಗೊಳ್ಳಿ ರಾಯಣ್ಣ ಬ್ರಿಟಿಷರಿಗೆ ಸಿಂಹಸ್ವಪ್ನವಾಗಿದ್ದ. ದೇಶಕ್ಕಾಗಿ ಮಡಿದ ರಾಯಣ್ಣ ಶೌರ್ಯದ ಪ್ರತೀಕ' ಎಂದು ಶಾಸಕ ಡಾ.ಚಂದ್ರು ಒಡವಣೆ ಹೇಳಿದರು. ಸಂಗೊಳ್ಳಿ ರಾಯಣ್ಣ ಜಯಂತಿ ಅಂಗವಾಗಿ ಉತ್ಸವ ಮೂರ್ತಿ ಕೋಟೆಗೆ ನೀಡಿದ ಸ್ಥಳೀಯ ವಿದ್ಯಾಸಂಸ್ಥೆಯ ಮೂರ್ತಿದಾನಿ ರಾಯಣ್ಣ ಕಂಚಿನ ಮಹಾಮನೆಯ ಆವರಣದಲ್ಲಿ ರಾಯಣ್ಣ ಮೂರ್ತಿಗೆ ಪುಷ್ಪಾರ್ಚನೆ ಮಾಡಿ ಗೌರವ ಸಲ್ಲಿಸಿದರು. 'ಶೌರ್ಯ, ಪರಾಕ್ರಮದ ಕ್ರಾಂತಿವೀರ ಸಂಗೊಳ್ಳಿ ರಾಯಣ್ಣ ಪ್ರತಿಯೊಬ್ಬರಿಗೂ ಸ್ಫೂರ್ತಿಯ ಚಿಲುಮೆ. ತನ್ನ ನಾಡಿನ ಬಲಗ್ಗೆ ಒಂಟಿಯಾಗಿ ಸ್ವಾತಂತ್ರ್ಯ ಹೋರಾಟಕ್ಕೆ ಕಿಚ್ಚು ಹಚ್ಚಿದ ಕ್ರಾಂತಿ ಕಿಡಿಯೇ ರಾಯಣ್ಣ. ಇಂತಹ ಮಹಾನ್ ಹೋರಾಟಗಾರನ ದೇಶಭಕ್ತಿ ಇಂದಿನ ಯುವಕರಲ್ಲಿ ಒಡಮೂಡಬೇಕು.' bbox=[8, 1024, 229, 1107]
vishnu-body-tail: ರಾಮಯ್ಯ ಕೋರಿ, ಶಿವು, ಸಿದ್ದು, ಮಧುಕುಮಾರ ಇತರರು ಇದ್ದರು. bbox=[8, 559, 161, 568]
seva-headline: ಸೇವಾ ತಂಡದ ಸದಸ್ಯರ ಬದ್ಧತೆ ದೇಶಕ್ಕೆ ಮಾದರಿ bbox=[536, 660, 745, 676]
yatnal-byline: ಪ್ರತ್ಯಕ್ಷನಾಡು ವರದಿ bbox=[274, 945, 322, 954]
lead-subheadline: ಧರ್ಮಸ್ಥಳದಲ್ಲಿ ಉತ್ಖನನ ನಡೆಸಿ ಧಮಸ್ಥಳಕ್ಕೆ ಅಪಪ್ರಚಾರ ಎಸಗಿದೆ bbox=[109, 98, 427, 115]
